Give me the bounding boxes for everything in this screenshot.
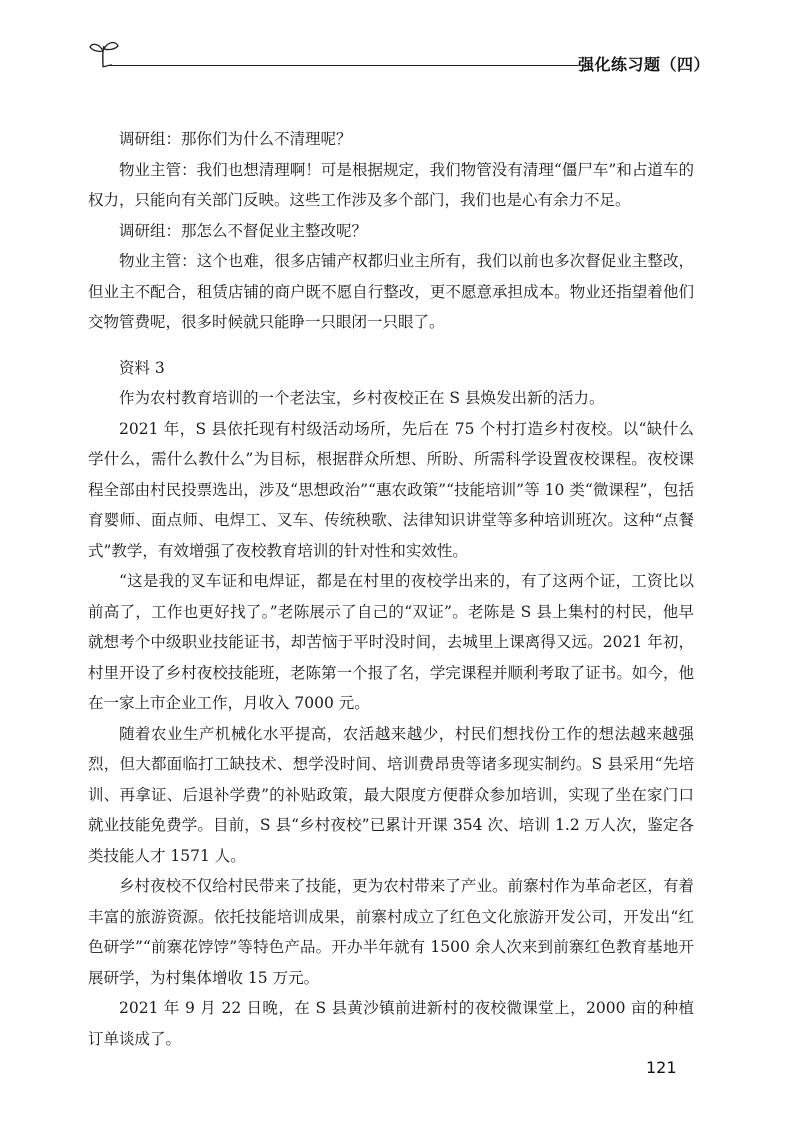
paragraph: 乡村夜校不仅给村民带来了技能，更为农村带来了产业。前寨村作为革命老区，有着丰富的旅游资源。依托技能培训成果，前寨村成立了红色文化旅游开发公司，开发出“红色研学”“前寨花饽饽”等特色产品。开办半年就有 1500 余人次来到前寨红色教育基地开展研学，为村集体增收 15 万元。 [88,877,694,987]
page-header [88,38,710,78]
paragraph: 物业主管：这个也难，很多店铺产权都归业主所有，我们以前也多次督促业主整改，但业主不配合，租赁店铺的商户既不愿自行整改，更不愿意承担成本。物业还指望着他们交物管费呢，很多时候就只能睁一只眼闭一只眼了。 [88,252,694,331]
paragraph: 2021 年 9 月 22 日晚，在 S 县黄沙镇前进新村的夜校微课堂上，2000 亩的种植订单谈成了。 [88,999,694,1048]
paragraph: 2021 年，S 县依托现有村级活动场所，先后在 75 个村打造乡村夜校。以“缺什么学什么，需什么教什么”为目标，根据群众所想、所盼、所需科学设置夜校课程。夜校课程全部由村民投票选出，涉及“思想政治”“惠农政策”“技能培训”等 10 类“微课程”，包括育婴师、面点师、电焊工、叉车、传统秧歌、法律知识讲堂等多种培训班次。这种“点餐式”教学，有效增强了夜校教育培训的针对性和实效性。 [88,419,694,560]
header-rule [110,65,578,66]
page-number: 121 [646,1058,677,1077]
section-title: 强化练习题（四） [577,55,710,74]
paragraph: 调研组：那你们为什么不清理呢？ [119,130,352,148]
paragraph: 物业主管：我们也想清理啊！可是根据规定，我们物管没有清理“僵尸车”和占道车的权力，只能向有关部门反映。这些工作涉及多个部门，我们也是心有余力不足。 [88,160,694,209]
paragraph: “这是我的叉车证和电焊证，都是在村里的夜校学出来的，有了这两个证，工资比以前高了，工作也更好找了。”老陈展示了自己的“双证”。老陈是 S 县上集村的村民，他早就想考个中级职业技能证书，却苦恼于平时没时间，去城里上课离得又远。2021 年初，村里开设了乡村夜校技能班，老陈第一个报了名，学完课程并顺利考取了证书。如今，他在一家上市企业工作，月收入 7000 元。 [88,572,694,712]
page-body [88,124,694,1054]
paragraph: 随着农业生产机械化水平提高，农活越来越少，村民们想找份工作的想法越来越强烈，但大都面临打工缺技术、想学没时间、培训费昂贵等诸多现实制约。S 县采用“先培训、再拿证、后退补学费”的补贴政策，最大限度方便群众参加培训，实现了坐在家门口就业技能免费学。目前，S 县“乡村夜校”已累计开课 354 次、培训 1.2 万人次，鉴定各类技能人才 1571 人。 [88,724,694,865]
paragraph: 作为农村教育培训的一个老法宝，乡村夜校正在 S 县焕发出新的活力。 [119,389,605,407]
section-gap [88,338,694,353]
paragraph: 调研组：那怎么不督促业主整改呢？ [119,221,368,240]
material-heading: 资料 3 [119,358,165,377]
